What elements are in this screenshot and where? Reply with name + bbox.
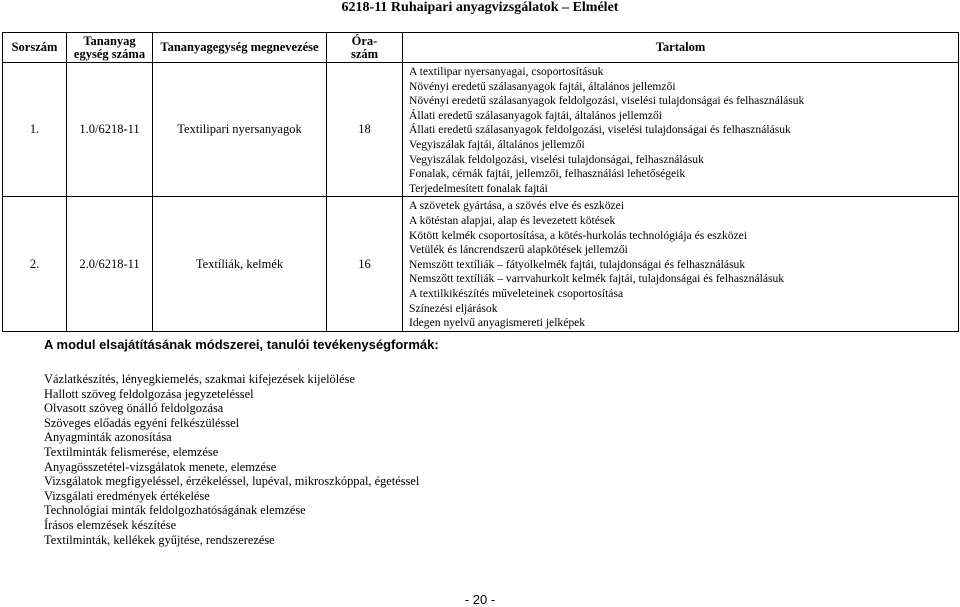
page-title: 6218-11 Ruhaipari anyagvizsgálatok – Elmélet [341, 0, 619, 15]
curriculum-table [2, 32, 959, 332]
header-code-line2: egység száma [73, 46, 146, 61]
list-item: Szöveges előadás egyéni felkészüléssel [44, 415, 240, 430]
content-line: Vetülék és láncrendszerű alapkötések jellemzői [409, 243, 628, 257]
header-code-line1: Tananyag [83, 33, 136, 48]
row-content [403, 197, 959, 331]
content-line: A textilipar nyersanyagai, csoportosításuk [409, 65, 604, 78]
row-content [403, 63, 959, 197]
content-line: Vegyiszálak fajtái, általános jellemzői [409, 137, 585, 151]
list-item: Textilminták, kellékek gyűjtése, rendszerezése [44, 532, 275, 547]
content-line: A kötéstan alapjai, alap és levezetett kötések [409, 213, 616, 227]
content-line: Színezési eljárások [409, 301, 498, 315]
row-name: Textíliák, kelmék [153, 197, 327, 331]
content-line: Fonalak, cérnák fajtái, jellemzői, felhasználási lehetőségeik [409, 167, 686, 181]
list-item: Olvasott szöveg önálló feldolgozása [44, 401, 224, 416]
list-item: Hallott szöveg feldolgozása jegyzeteléssel [44, 386, 254, 401]
row-number: 2. [3, 197, 67, 331]
list-item: Textilminták felismerése, elemzése [44, 444, 219, 459]
list-item: Vizsgálatok megfigyeléssel, érzékeléssel, lupéval, mikroszkóppal, égetéssel [44, 474, 420, 489]
table-header-row [3, 33, 959, 63]
header-content: Tartalom [403, 33, 959, 63]
page-number: - 20 - [464, 592, 496, 607]
header-hours-line2: szám [350, 46, 379, 61]
content-line: Nemszőtt textíliák – varrvahurkolt kelmék fajtái, tulajdonságai és felhasználásuk [409, 272, 785, 286]
table-row [3, 63, 959, 197]
row-code: 2.0/6218-11 [67, 197, 153, 331]
content-line: Idegen nyelvű anyagismereti jelképek [409, 316, 586, 330]
content-line: Nemszőtt textíliák – fátyolkelmék fajtái, tulajdonságai és felhasználásuk [409, 257, 746, 271]
methods-list [44, 372, 419, 547]
header-code [67, 33, 153, 63]
header-hours-line1: Óra- [351, 33, 378, 48]
content-line: Növényi eredetű szálasanyagok feldolgozási, viselési tulajdonságai és felhasználásuk [409, 94, 805, 108]
list-item: Vázlatkészítés, lényegkiemelés, szakmai kifejezések kijelölése [44, 372, 356, 386]
content-line: Állati eredetű szálasanyagok feldolgozási, viselési tulajdonságai és felhasználásuk [409, 123, 791, 137]
content-line: A szövetek gyártása, a szövés elve és eszközei [409, 199, 625, 213]
content-line: A textilkikészítés műveleteinek csoportosítása [409, 286, 624, 300]
content-line: Növényi eredetű szálasanyagok fajtái, általános jellemzői [409, 79, 676, 93]
header-hours [327, 33, 403, 63]
header-name: Tananyagegység megnevezése [153, 33, 327, 63]
row-hours: 16 [327, 197, 403, 331]
header-number: Sorszám [3, 33, 67, 63]
row-code: 1.0/6218-11 [67, 63, 153, 197]
content-line: Állati eredetű szálasanyagok fajtái, általános jellemzői [409, 108, 663, 122]
row-hours: 18 [327, 63, 403, 197]
content-line: Terjedelmesített fonalak fajtái [409, 181, 548, 195]
list-item: Technológiai minták feldolgozhatóságának elemzése [44, 503, 306, 518]
list-item: Anyagminták azonosítása [44, 430, 172, 445]
list-item: Vizsgálati eredmények értékelése [44, 488, 210, 503]
table-row [3, 197, 959, 331]
row-name: Textilipari nyersanyagok [153, 63, 327, 197]
row-number: 1. [3, 63, 67, 197]
list-item: Írásos elemzések készítése [44, 517, 177, 532]
methods-heading: A modul elsajátításának módszerei, tanulói tevékenységformák: [44, 337, 439, 352]
content-line: Vegyiszálak feldolgozási, viselési tulajdonságai, felhasználásuk [409, 152, 704, 166]
content-line: Kötött kelmék csoportosítása, a kötés-hurkolás technológiája és eszközei [409, 228, 748, 242]
list-item: Anyagösszetétel-vizsgálatok menete, elemzése [44, 459, 277, 474]
